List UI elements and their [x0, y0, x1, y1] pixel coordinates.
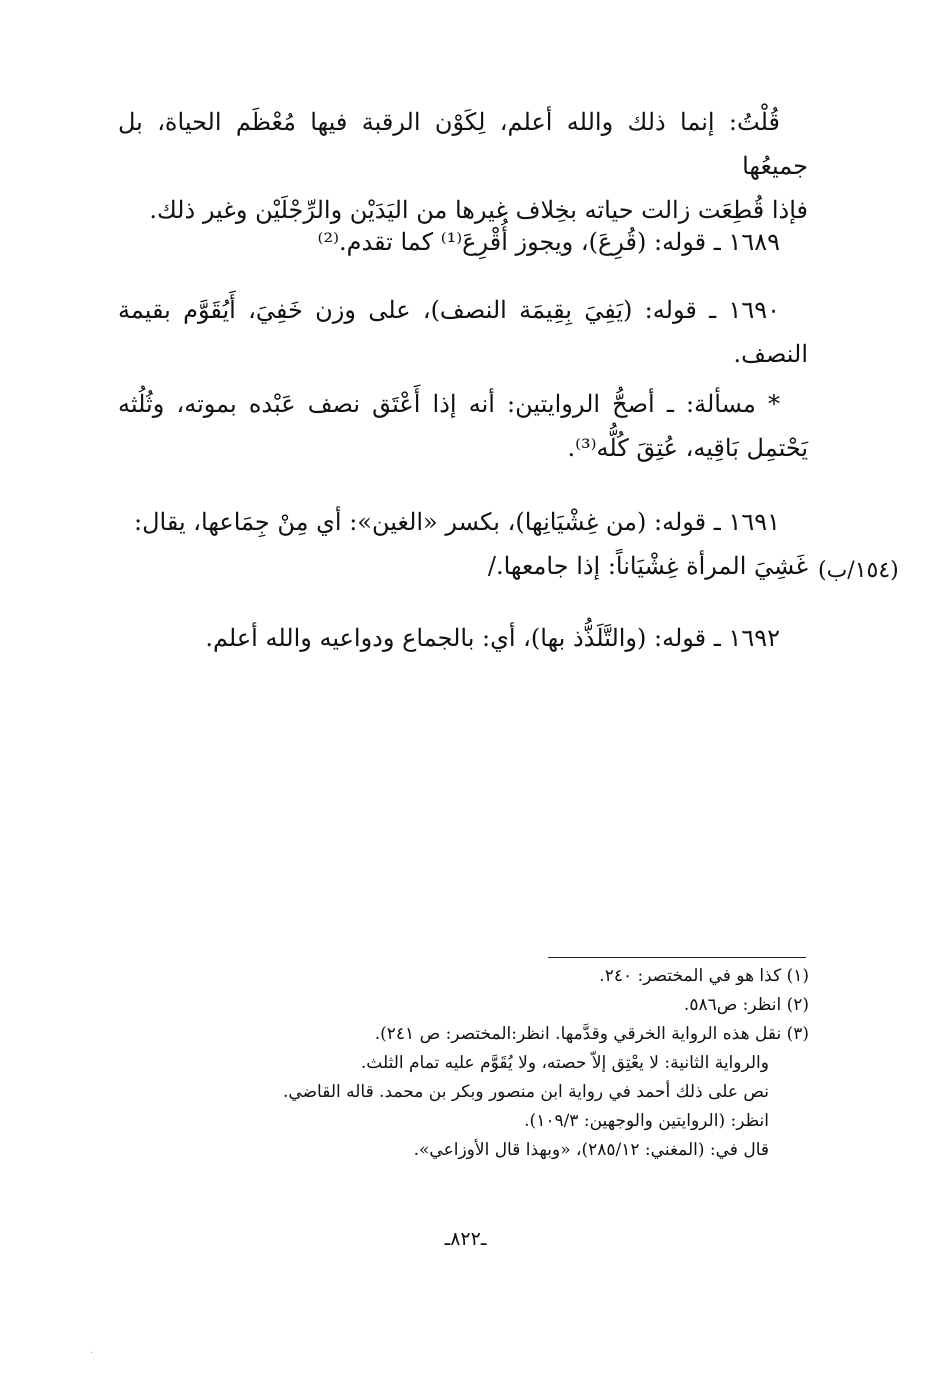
footnote-1: (١) كذا هو في المختصر: ٢٤٠.: [599, 966, 809, 986]
paragraph-1: [118, 100, 808, 232]
paragraph-1692: [118, 616, 808, 660]
entry-1692: ١٦٩٢ ـ قوله: (والتَّلَذُّذ بها)، أي: بالجماع ودواعيه والله أعلم.: [205, 624, 780, 652]
masala-entry: * مسألة: ـ أصحُّ الروايتين: أنه إذا أَعْتَق نصف عَبْده بموته، وثُلُثه يَحْتمِل بَاقِيه، عُتِقَ كُلُّه⁽³⁾.: [118, 390, 808, 462]
footnote-divider: [548, 957, 806, 958]
footnote-3-line-1: (٣) نقل هذه الرواية الخرقي وقدَّمها. انظر:المختصر: ص ٢٤١).: [374, 1024, 809, 1044]
footnote-3-line-4: انظر: (الروايتين والوجهين: ١٠٩/٣).: [524, 1111, 769, 1131]
entry-1691-line-1: ١٦٩١ ـ قوله: (من غِشْيَانِها)، بكسر «الغين»: أي مِنْ جِمَاعها، يقال:: [134, 508, 780, 536]
paragraph-1689: [118, 220, 808, 264]
footnote-3-line-3: نص على ذلك أحمد في رواية ابن منصور وبكر بن محمد. قاله القاضي.: [283, 1082, 769, 1102]
folio-margin-note: (١٥٤/ب): [818, 558, 899, 583]
paragraph-masala: [118, 382, 808, 470]
paragraph-1-line-1: قُلْتُ: إنما ذلك والله أعلم، لِكَوْن الرقبة فيها مُعْظَم الحياة، بل جميعُها: [118, 108, 808, 180]
paragraph-1691: [118, 500, 808, 588]
footnote-3-line-2: والرواية الثانية: لا يعْتِق إلاّ حصته، ولا يُقَوَّم عليه تمام الثلث.: [360, 1053, 769, 1073]
scan-speck: ·: [90, 1348, 94, 1359]
page-number: ـ٨٢٢ـ: [444, 1228, 487, 1250]
paragraph-1-line-2: فإذا قُطِعَت زالت حياته بخِلاف غيرها من اليَدَيْن والرِّجْلَيْن وغير ذلك.: [149, 196, 808, 224]
entry-1689: ١٦٨٩ ـ قوله: (قُرِعَ)، ويجوز أُقْرِعَ⁽¹⁾ كما تقدم.⁽²⁾: [317, 228, 780, 256]
paragraph-1690: [118, 288, 808, 376]
entry-1690: ١٦٩٠ ـ قوله: (يَفِيَ بِقِيمَة النصف)، على وزن خَفِيَ، أَيُقَوَّم بقيمة النصف.: [118, 296, 808, 368]
footnote-3-line-5: قال في: (المغني: ٢٨٥/١٢)، «وبهذا قال الأوزاعي».: [413, 1140, 769, 1160]
footnotes: [249, 962, 809, 1165]
footnote-2: (٢) انظر: ص٥٨٦.: [683, 995, 809, 1015]
entry-1691-line-2: غَشِيَ المرأة غِشْيَاناً: إذا جامعها./: [487, 552, 808, 580]
